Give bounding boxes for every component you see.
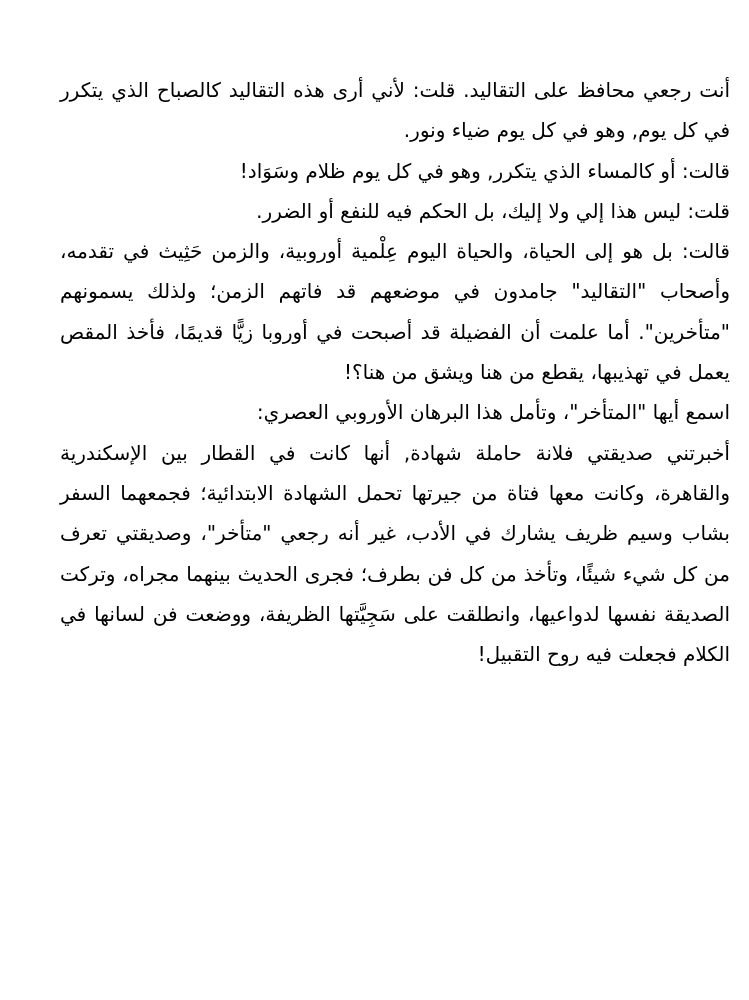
paragraph: قالت: بل هو إلى الحياة، والحياة اليوم عِلْمية أوروبية، والزمن حَثِيث في تقدمه، وأصحاب "التقاليد" جامدون في موضعهم قد فاتهم الزمن؛ ولذلك يسمونهم "متأخرين". أما علمت أن الفضيلة قد أصبحت في أوروبا زيًّا قديمًا، فأخذ المقص يعمل في تهذيبها، يقطع من هنا ويشق من هنا؟!	[60, 239, 730, 385]
paragraph: أخبرتني صديقتي فلانة حاملة شهادة, أنها كانت في القطار بين الإسكندرية والقاهرة، وكانت معها فتاة من جيرتها تحمل الشهادة الابتدائية؛ فجمعهما السفر بشاب وسيم ظريف يشارك في الأدب، غير أنه رجعي "متأخر"، وصديقتي تعرف من كل شيء شيئًا، وتأخذ من كل فن بطرف؛ فجرى الحديث بينهما مجراه، وتركت الصديقة نفسها لدواعيها، وانطلقت على سَجِيَّتها الظريفة، ووضعت فن لسانها في الكلام فجعلت فيه روح التقبيل!	[60, 440, 730, 667]
paragraph: أنت رجعي محافظ على التقاليد. قلت: لأني أرى هذه التقاليد كالصباح الذي يتكرر في كل يوم, وهو في كل يوم ضياء ونور.	[60, 78, 730, 143]
paragraph: اسمع أيها "المتأخر"، وتأمل هذا البرهان الأوروبي العصري:	[256, 400, 730, 425]
document-body	[60, 70, 730, 674]
paragraph: قالت: أو كالمساء الذي يتكرر, وهو في كل يوم ظلام وسَوَاد!	[239, 158, 730, 183]
paragraph: قلت: ليس هذا إلي ولا إليك، بل الحكم فيه للنفع أو الضرر.	[256, 198, 730, 223]
